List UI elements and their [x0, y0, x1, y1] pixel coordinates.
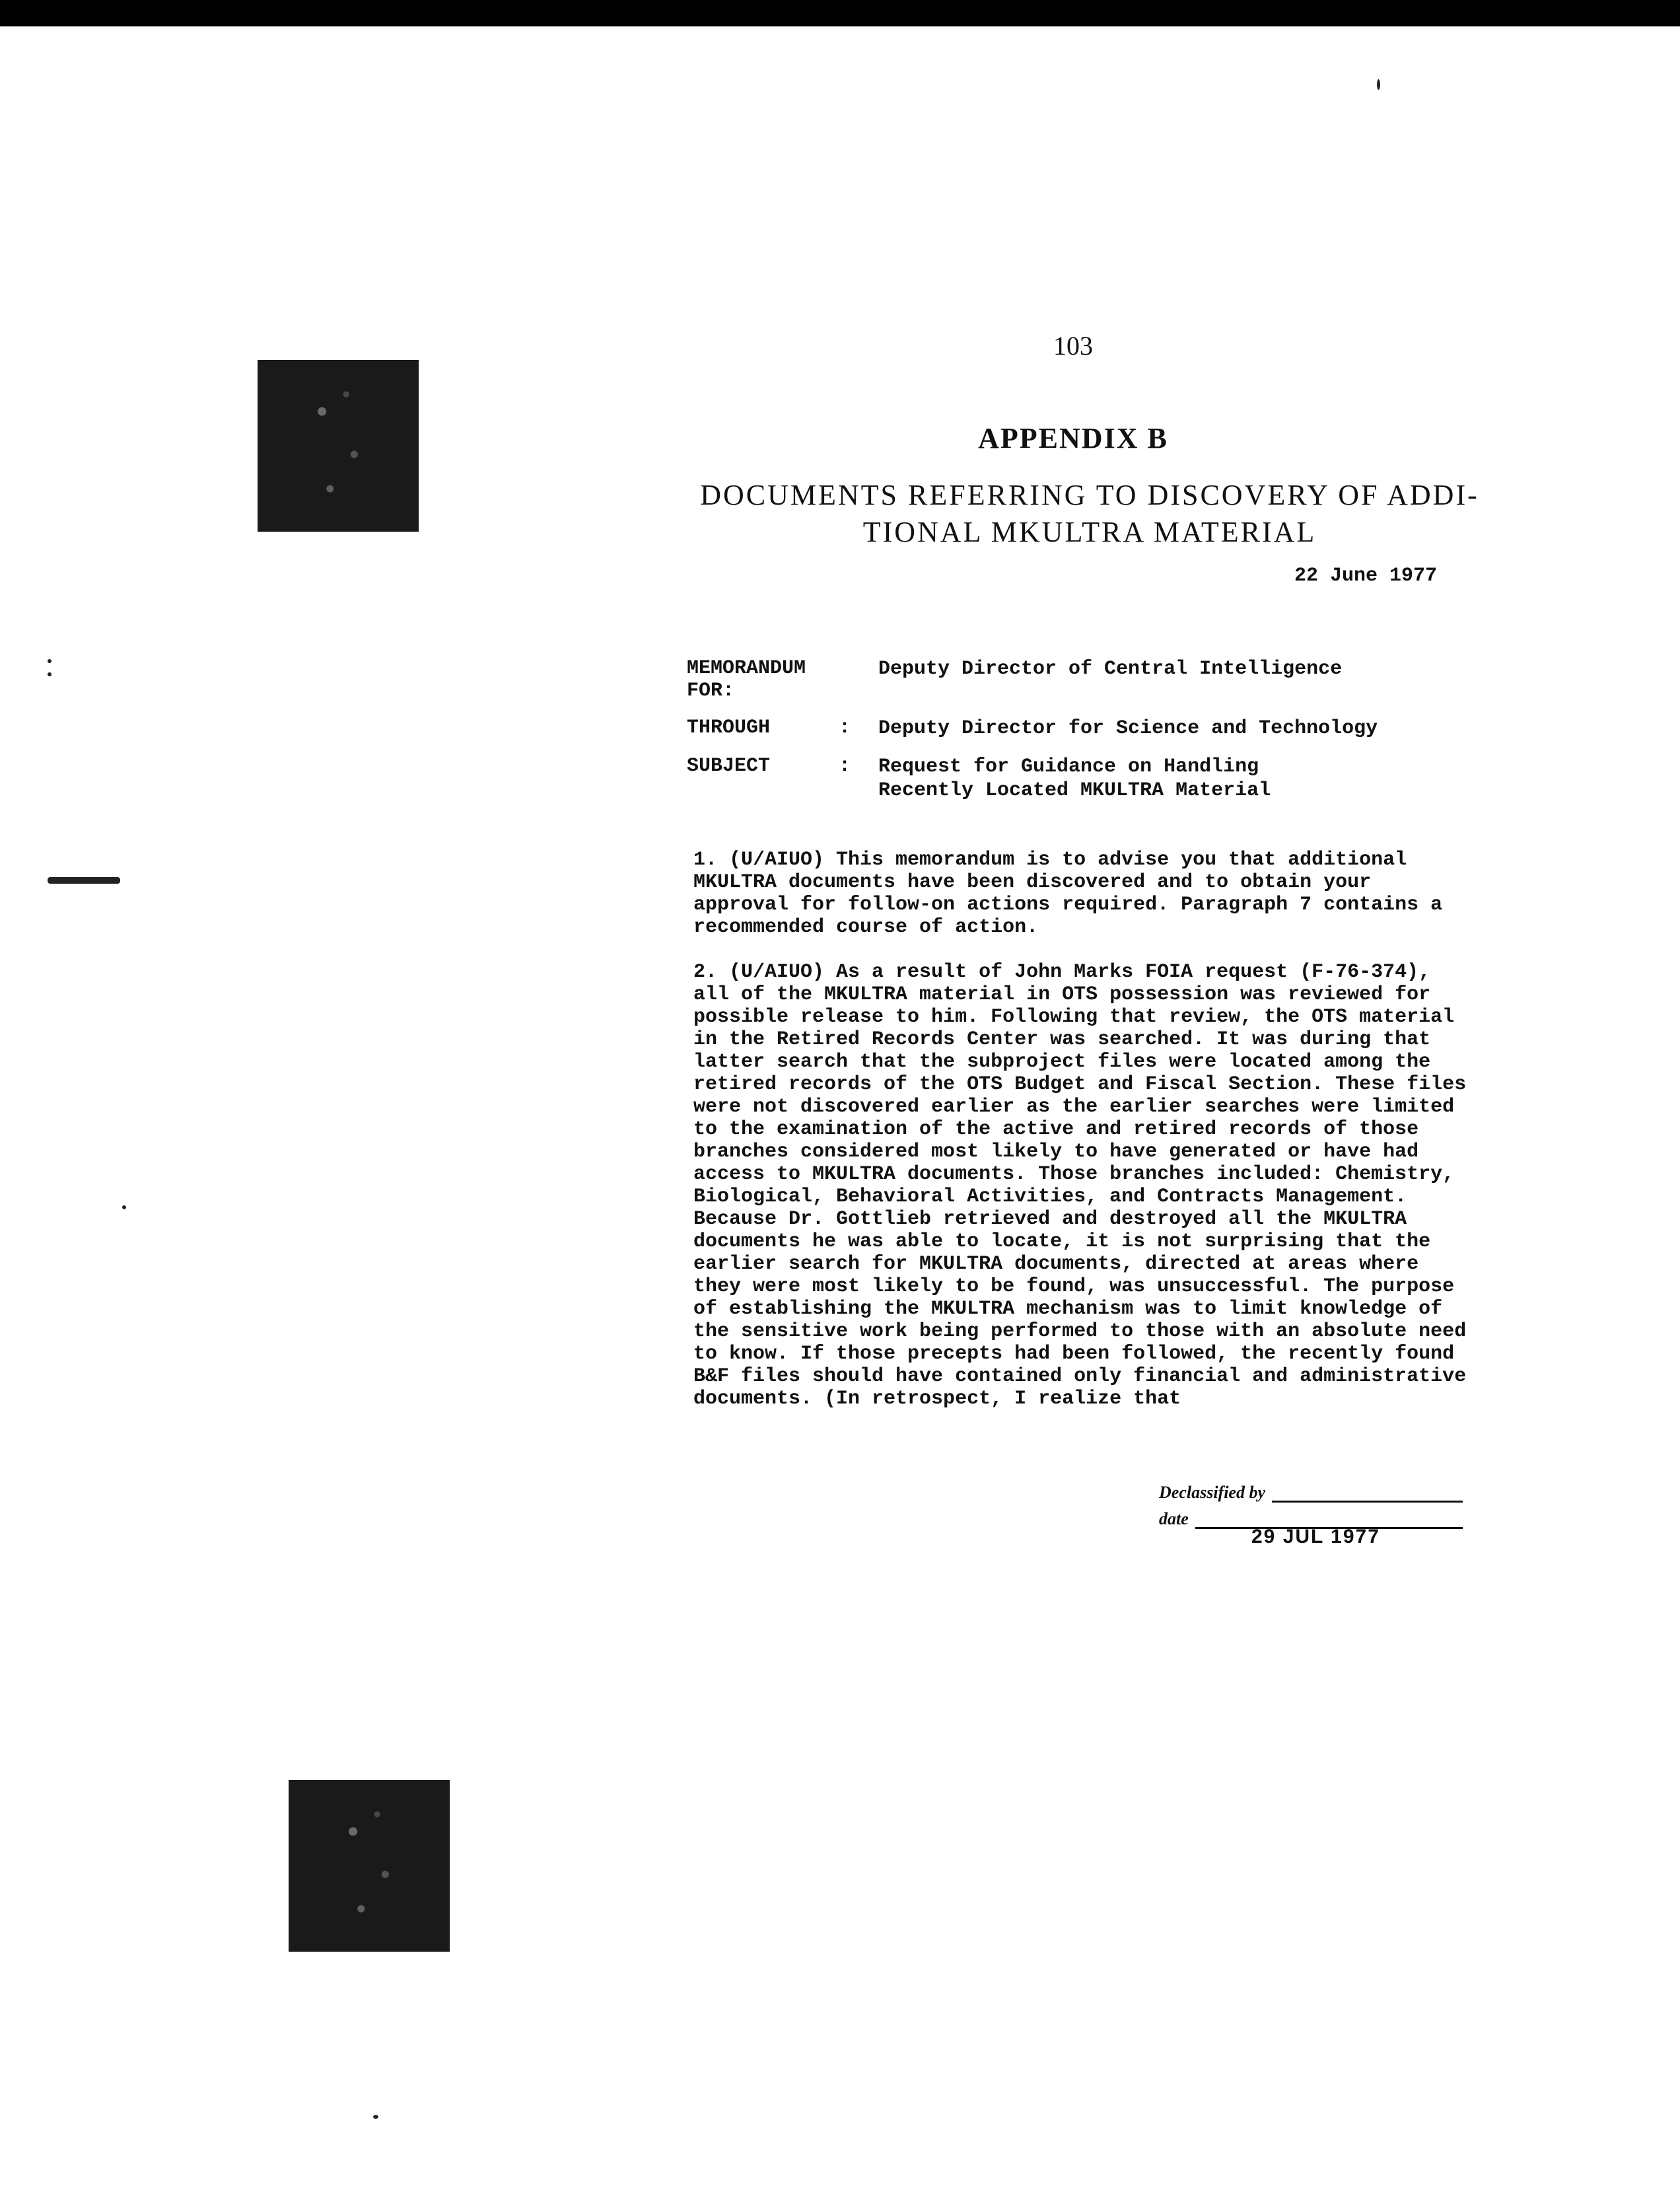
scan-speck	[373, 2115, 378, 2119]
memo-key: MEMORANDUM FOR:	[687, 657, 806, 702]
paragraph-2: 2. (U/AIUO) As a result of John Marks FOIA request (F-76-374), all of the MKULTRA material in OTS possession was reviewed for possible release to him. Following that review, the OTS material in the Retired Records Center was searched. It was during that latter search that the subproject files were located among the retired records of the OTS Budget and Fiscal Section. These files were not discovered earlier as the earlier searches were limited to the examination of the active and retired records of those branches considered most likely to have generated or have had access to MKULTRA documents. Those branches included: Chemistry, Biological, Behavioral Activities, and Contracts Management. Because Dr. Gottlieb retrieved and destroyed all the MKULTRA documents he was able to locate, it is not surprising that the earlier search for MKULTRA documents, directed at areas where they were most likely to be found, was unsuccessful. The purpose of establishing the MKULTRA mechanism was to limit knowledge of the sensitive work being performed to those with an absolute need to know. If those precepts had been followed, the recently found B&F files should have contained only financial and administrative documents. (In retrospect, I realize that	[693, 961, 1467, 1410]
memo-key: THROUGH	[687, 717, 771, 739]
memo-colon: :	[839, 755, 851, 777]
scan-top-border	[0, 0, 1680, 26]
scan-speck	[48, 877, 120, 884]
scan-speck	[48, 672, 52, 676]
punch-hole-top	[258, 360, 419, 532]
declassified-by-label: Declassified by	[1159, 1483, 1266, 1502]
memo-value: Request for Guidance on Handling Recently Located MKULTRA Material	[878, 756, 1271, 802]
page-number: 103	[1053, 331, 1093, 361]
memo-colon: :	[839, 717, 851, 739]
punch-hole-bottom	[289, 1780, 450, 1952]
declassified-by-row	[1159, 1476, 1463, 1503]
memo-row-subject	[687, 755, 1479, 802]
memo-date: 22 June 1977	[1294, 565, 1438, 587]
scan-speck	[1377, 79, 1380, 90]
memo-body	[693, 849, 1473, 1433]
declass-date-label: date	[1159, 1509, 1189, 1528]
appendix-title: APPENDIX B	[978, 422, 1168, 454]
memo-header	[687, 657, 1479, 817]
signature-line	[1272, 1489, 1463, 1503]
memo-value: Deputy Director of Central Intelligence	[878, 658, 1343, 680]
memo-value: Deputy Director for Science and Technology	[878, 717, 1378, 740]
paragraph-1: 1. (U/AIUO) This memorandum is to advise you that additional MKULTRA documents have been discovered and to obtain your approval for follow-on actions required. Paragraph 7 contains a recommended course of action.	[693, 849, 1443, 939]
declass-date-row	[1159, 1503, 1463, 1529]
memo-row-for	[687, 657, 1479, 702]
memo-colon	[839, 657, 878, 702]
scan-speck	[122, 1205, 126, 1209]
declassification-block	[1159, 1476, 1463, 1529]
heading-line-2: TIONAL MKULTRA MATERIAL	[862, 516, 1317, 548]
declassification-stamp-date: 29 JUL 1977	[1251, 1526, 1380, 1547]
memo-row-through	[687, 717, 1479, 740]
heading-line-1: DOCUMENTS REFERRING TO DISCOVERY OF ADDI-	[700, 479, 1479, 511]
scan-speck	[48, 659, 52, 663]
memo-key: SUBJECT	[687, 755, 771, 777]
document-heading	[647, 477, 1532, 551]
